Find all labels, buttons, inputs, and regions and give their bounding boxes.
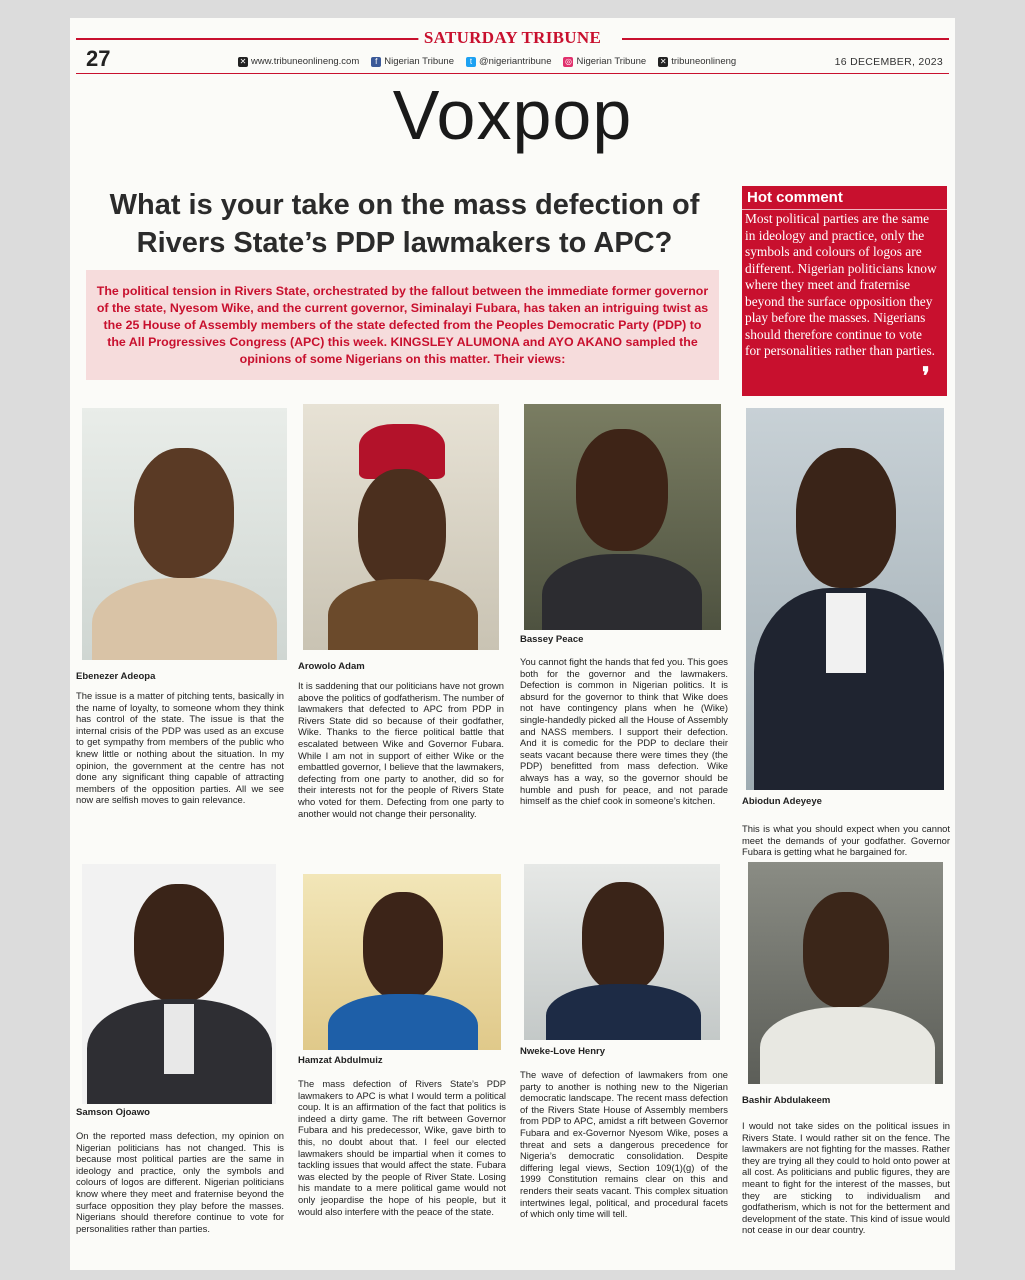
social-link: f Nigerian Tribune: [371, 56, 454, 67]
portrait-photo: [524, 404, 721, 630]
portrait-photo: [746, 408, 944, 790]
respondent-name: Ebenezer Adeopa: [76, 671, 156, 682]
respondent-comment: You cannot fight the hands that fed you. This goes both for the governor and the lawmakers. Defection is common in Nigerian politics. It is absurd for the governor to think that Wike does not have contingency plans when he (Wike) single-handedly picked all the House of Assembly and NASS members. I support their defection. And it is comedic for the PDP to declare their seats vacant because there were times they (the PDP) benefitted from mass defection. Wike always has a way, so the governor should be humble and push for peace, and not parade himself as the chief cook in someone’s kitchen.: [520, 656, 728, 807]
page-number: 27: [86, 46, 111, 71]
instagram-icon: ◎: [564, 56, 572, 66]
respondent-comment: The issue is a matter of pitching tents, basically in the name of loyalty, to someone whom they think has control of the state. The issue is that the internal crisis of the PDP was used as an excuse to get sympathy from members of the public who knew little or nothing about the situation. In my opinion, the government at the centre has not done any significant thing capable of attracting members of the opposition parties. All we see now are selfish moves to gain relevance.: [76, 690, 284, 806]
quote-mark-icon: ❜: [922, 363, 930, 390]
social-link: ◎ Nigerian Tribune: [564, 56, 647, 67]
newspaper-page: [70, 18, 955, 1270]
respondent-comment: The wave of defection of lawmakers from one party to another is nothing new to the Nigerian democratic landscape. The recent mass defection of the Rivers State House of Assembly members from PDP to APC, amidst a rift between Governor Fubara and ex-Governor Nyesom Wike, poses a threat and sets a dangerous precedence for Nigeria’s democratic consolidation. Despite differing legal views, Section 109(1)(g) of the 1999 Constitution remains clear on this and renders their seats vacant. This complex situation intertwines legal, political, and procedural facets of which only time will tell.: [520, 1069, 728, 1220]
headline: What is your take on the mass defection of Rivers State’s PDP lawmakers to APC?: [109, 189, 700, 259]
respondent-name: Bassey Peace: [520, 634, 584, 645]
social-link: ✕ www.tribuneonlineng.com: [239, 56, 360, 67]
newspaper-title: SATURDAY TRIBUNE: [418, 28, 607, 48]
respondent-comment: It is saddening that our politicians have not grown above the politics of godfatherism. The number of lawmakers that defected to APC from PDP in Rivers State did so because of their godfather, Wike. Thanks to the fierce political battle that escalated between Wike and Governor Fubara. While I am not in support of either Wike or the embattled governor, I believe that the lawmakers, defecting from one party to another, did so for their interests not for the people of Rivers State who voted for them. Defecting from one party to another would not change their personality.: [298, 680, 504, 819]
social-link: t @nigeriantribune: [466, 56, 552, 67]
portrait-photo: [82, 864, 276, 1104]
divider: [742, 209, 947, 210]
portrait-photo: [524, 864, 720, 1040]
respondent-name: Samson Ojoawo: [76, 1107, 150, 1118]
portrait-photo: [82, 408, 287, 660]
hot-comment-text: Most political parties are the same in ideology and practice, only the symbols and colours of logos are different. Nigerian politicians know where they meet and fraternise beyond the surface opposition they play before the masses. Nigerians should therefore continue to vote for personalities rather than parties.: [745, 211, 937, 358]
divider: [76, 73, 949, 74]
intro-text: The political tension in Rivers State, orchestrated by the fallout between the immediate former governor of the state, Nyesom Wike, and the current governor, Siminalayi Fubara, has taken an intriguing twist as the 25 House of Assembly members of the state defected from the Peoples Democratic Party (PDP) to the All Progressives Congress (APC) this week. KINGSLEY ALUMONA and AYO AKANO sampled the opinions of some Nigerians on this matter. Their views:: [96, 284, 709, 366]
facebook-icon: f: [371, 57, 381, 67]
issue-date: 16 DECEMBER, 2023: [834, 56, 943, 68]
respondent-comment: On the reported mass defection, my opinion on Nigerian politicians has not changed. This is because most political parties are the same in ideology and practice, only the symbols and colours of logos are different. Nigerian politicians know where they meet and fraternise beyond the surface opposition they play before the masses. Nigerians should therefore continue to vote for personalities rather than parties.: [76, 1130, 284, 1234]
respondent-comment: The mass defection of Rivers State’s PDP lawmakers to APC is what I would term a political coup. It is an affirmation of the fact that politics is indeed a dirty game. The rift between Governor Fubara and his predecessor, Wike, gave birth to this, no doubt about that. I feel our elected lawmakers should be impartial when it comes to tackling issues that would affect the state. Fubara was elected by the people of River State. Losing his mandate to a mere political game would not only jeopardise the hope of his people, but it would also interfere with the peace of the state.: [298, 1078, 506, 1217]
masthead: [70, 28, 955, 48]
x-icon: ✕: [239, 56, 247, 66]
respondent-comment: I would not take sides on the political issues in Rivers State. I would rather sit on the fence. The lawmakers are not fighting for the masses. Rather they are trying all they could to hold onto power at all cost. As politicians and public figures, they are meant to fight for the interest of the masses, but they are sticking to individualism and godfatherism, which is not for the betterment and development of the state. This kind of issue would not cease in our dear country.: [742, 1120, 950, 1236]
social-link: ✕ tribuneonlineng: [659, 56, 737, 67]
respondent-name: Hamzat Abdulmuiz: [298, 1055, 383, 1066]
respondent-name: Bashir Abdulakeem: [742, 1095, 831, 1106]
portrait-photo: [748, 862, 943, 1084]
respondent-comment: This is what you should expect when you cannot meet the demands of your godfather. Governor Fubara is getting what he bargained for.: [742, 823, 950, 858]
respondent-name: Abiodun Adeyeye: [742, 796, 822, 807]
twitter-icon: t: [466, 57, 476, 67]
social-links: [238, 56, 736, 67]
hot-comment-title: Hot comment: [747, 189, 843, 206]
portrait-photo: [303, 874, 501, 1050]
section-title: Voxpop: [392, 76, 633, 154]
respondent-name: Nweke-Love Henry: [520, 1046, 606, 1057]
respondent-name: Arowolo Adam: [298, 661, 365, 672]
portrait-photo: [303, 404, 499, 650]
x-icon: ✕: [659, 56, 667, 66]
